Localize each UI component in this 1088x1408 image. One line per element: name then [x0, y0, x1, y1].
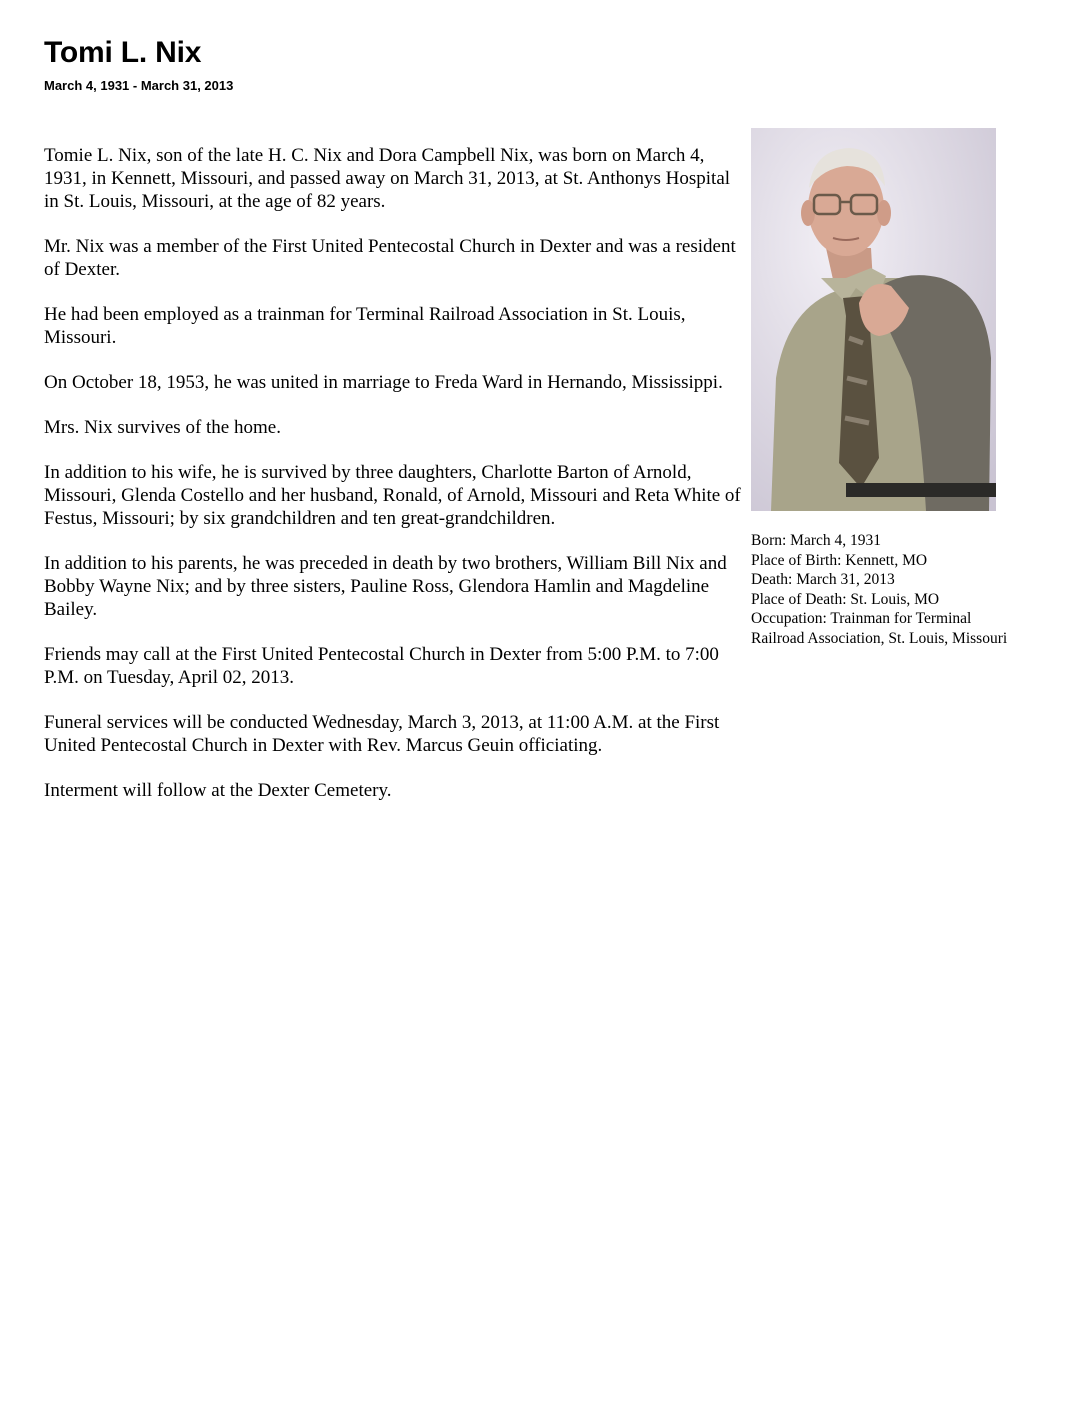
belt [846, 483, 996, 497]
fact-place-of-death: Place of Death: St. Louis, MO [751, 590, 940, 608]
obituary-paragraph: On October 18, 1953, he was united in marriage to Freda Ward in Hernando, Mississippi. [44, 372, 723, 393]
obituary-paragraph: Funeral services will be conducted Wednesday, March 3, 2013, at 11:00 A.M. at the First United Pentecostal Church in Dexter with Rev. Marcus Geuin officiating. [44, 712, 720, 756]
obituary-paragraph: He had been employed as a trainman for Terminal Railroad Association in St. Louis, Missouri. [44, 304, 686, 348]
obituary-body [44, 144, 744, 824]
obituary-paragraph: Friends may call at the First United Pentecostal Church in Dexter from 5:00 P.M. to 7:00 P.M. on Tuesday, April 02, 2013. [44, 644, 719, 688]
obituary-paragraph: Mr. Nix was a member of the First United Pentecostal Church in Dexter and was a resident of Dexter. [44, 236, 736, 280]
obituary-paragraph: In addition to his parents, he was preceded in death by two brothers, William Bill Nix and Bobby Wayne Nix; and by three sisters, Pauline Ross, Glendora Hamlin and Magdeline Bailey. [44, 553, 727, 620]
obituary-paragraph: Tomie L. Nix, son of the late H. C. Nix and Dora Campbell Nix, was born on March 4, 1931, in Kennett, Missouri, and passed away on March 31, 2013, at St. Anthonys Hospital in St. Louis, Missouri, at the age of 82 years. [44, 145, 731, 212]
fact-occupation: Occupation: Trainman for Terminal Railroad Association, St. Louis, Missouri [751, 610, 1008, 647]
obituary-paragraph: Mrs. Nix survives of the home. [44, 417, 281, 438]
page-title: Tomi L. Nix [44, 36, 202, 69]
portrait-photo [751, 128, 996, 511]
obituary-paragraph: Interment will follow at the Dexter Cemetery. [44, 780, 392, 801]
fact-death: Death: March 31, 2013 [751, 571, 895, 589]
obituary-paragraph: In addition to his wife, he is survived by three daughters, Charlotte Barton of Arnold, Missouri, Glenda Costello and her husband, Ronald, of Arnold, Missouri and Reta White of Festus, Missouri; by six grandchildren and ten great-grandchildren. [44, 462, 741, 529]
life-dates: March 4, 1931 - March 31, 2013 [44, 78, 234, 93]
fact-born: Born: March 4, 1931 [751, 532, 882, 549]
vital-facts [751, 531, 1021, 649]
fact-place-of-birth: Place of Birth: Kennett, MO [751, 551, 928, 569]
